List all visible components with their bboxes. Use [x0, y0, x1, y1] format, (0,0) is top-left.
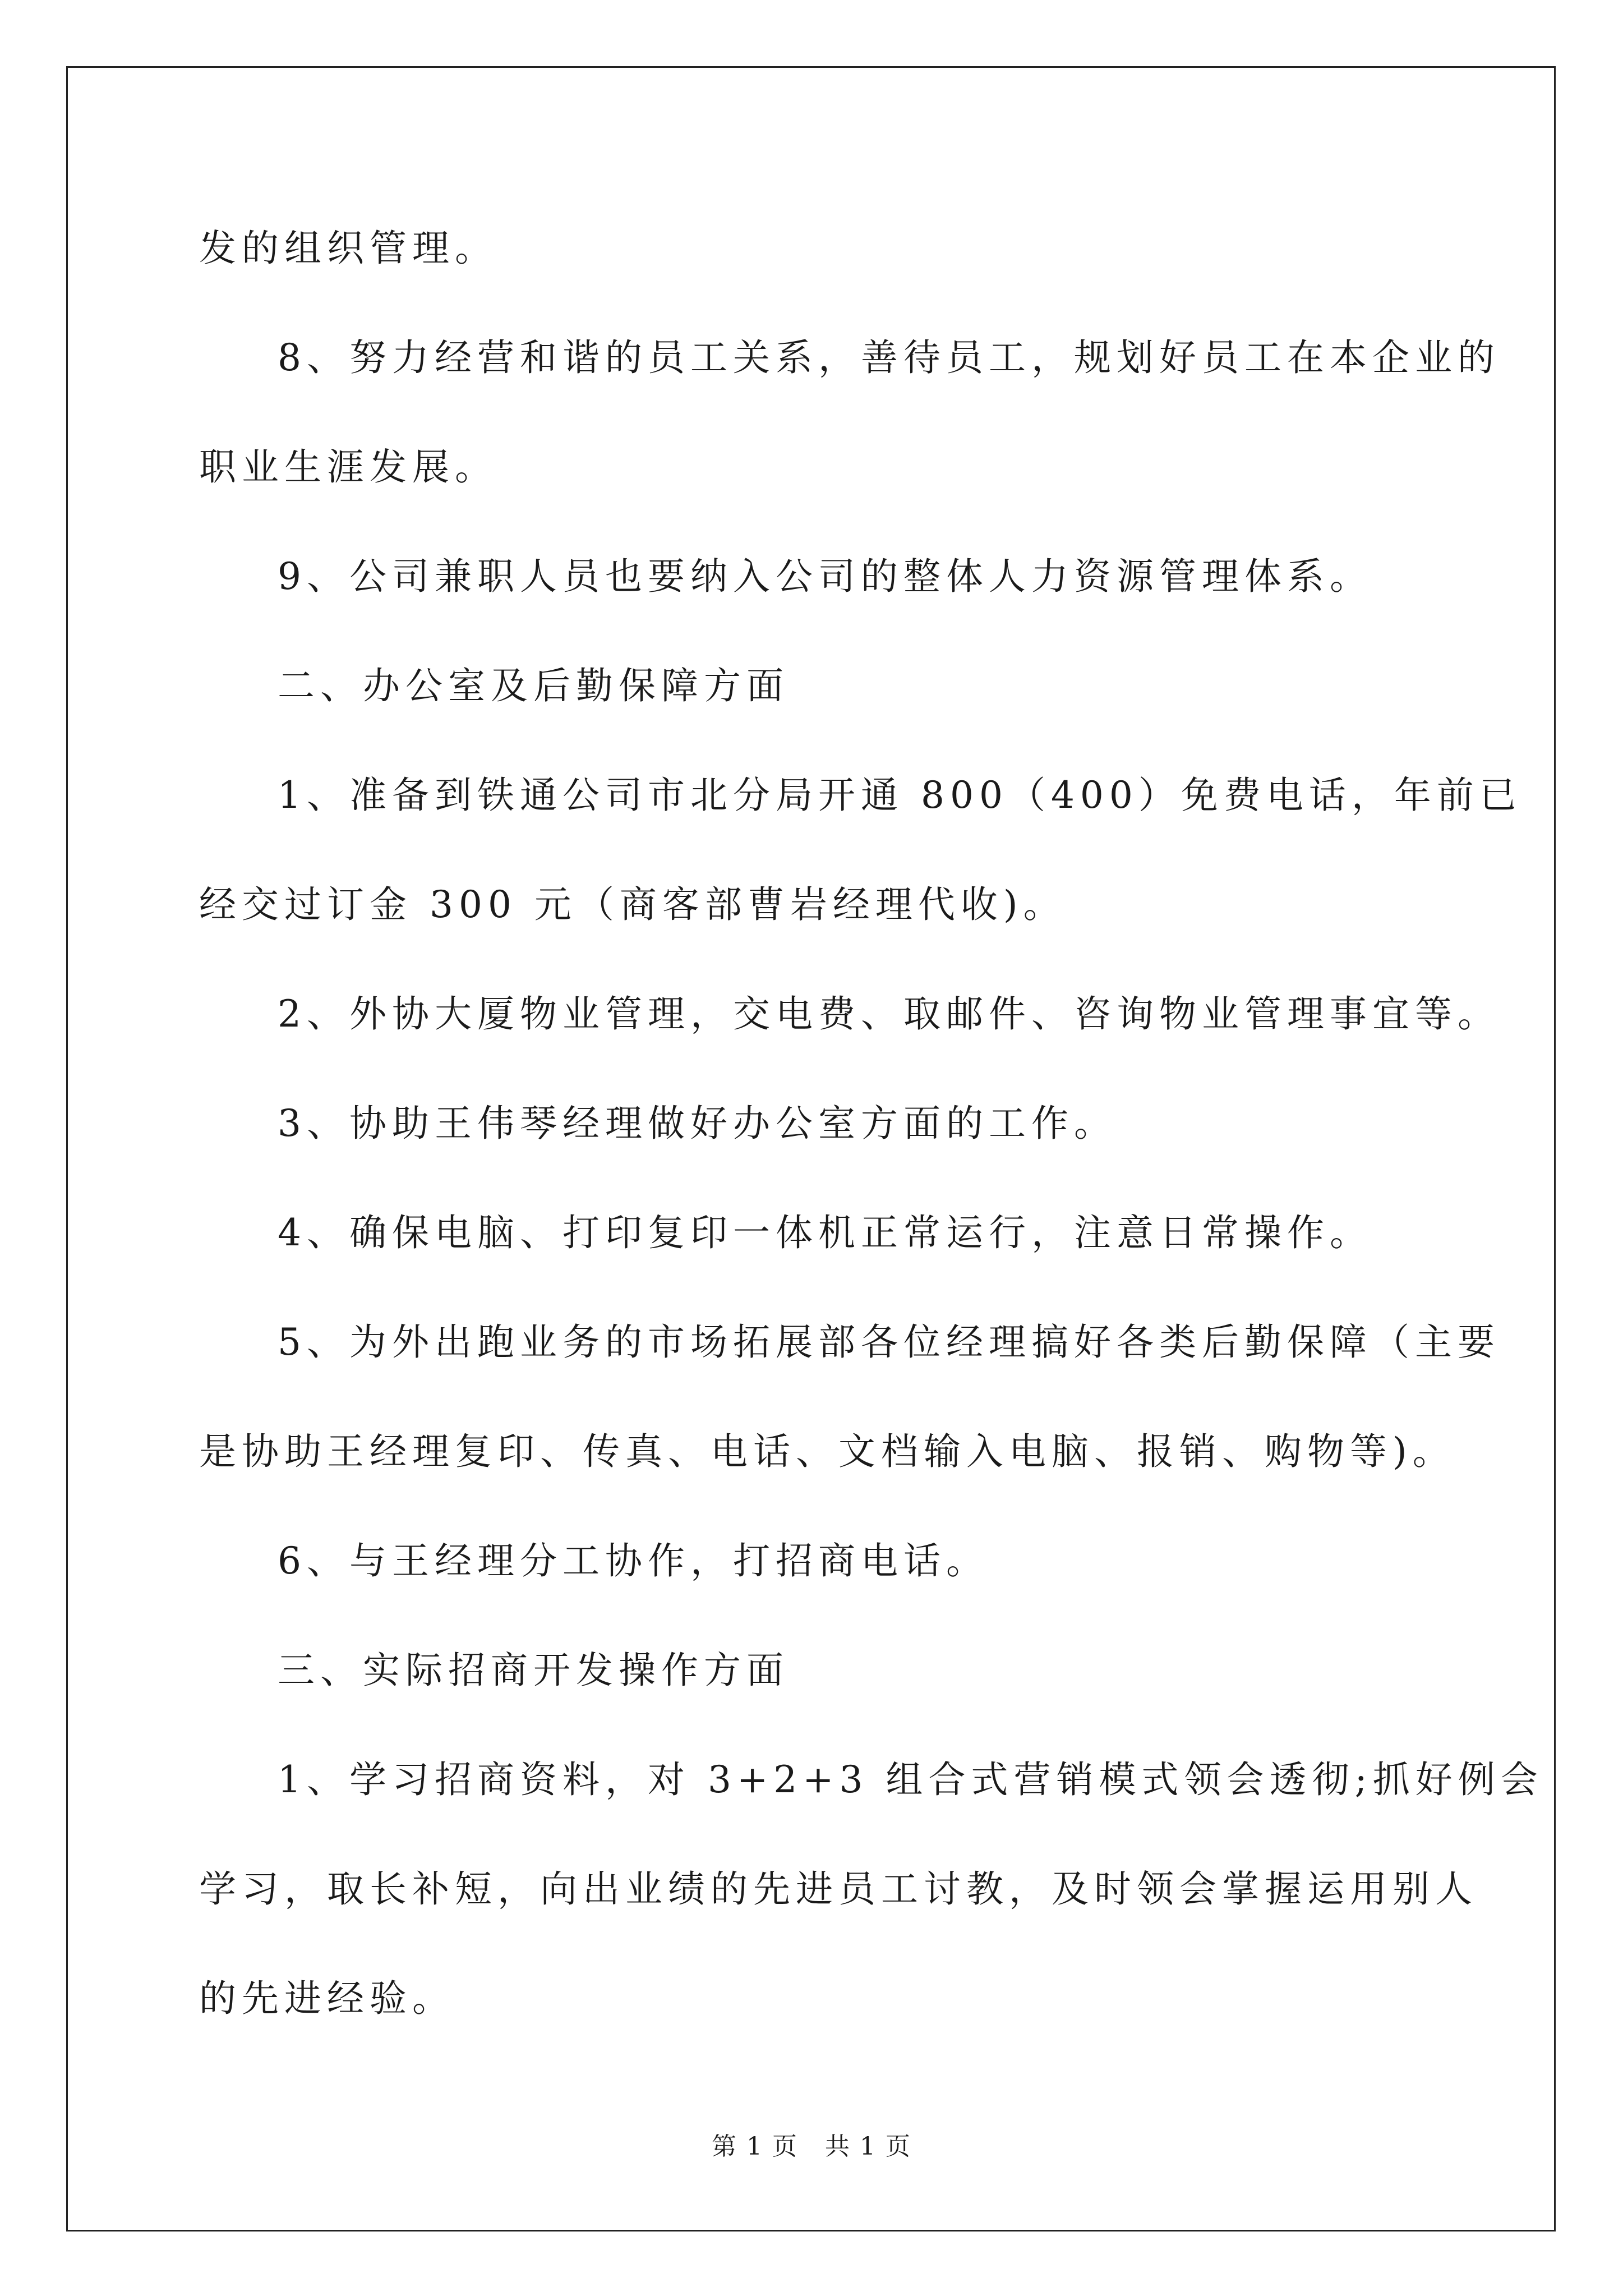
text-line: 职业生涯发展。	[199, 445, 497, 489]
text-line: 8、努力经营和谐的员工关系，善待员工，规划好员工在本企业的	[278, 336, 1500, 379]
text-line: 1、准备到铁通公司市北分局开通 800（400）免费电话，年前已	[278, 774, 1522, 817]
text-line: 6、与王经理分工协作，打招商电话。	[278, 1539, 989, 1582]
text-line: 1、学习招商资料，对 3+2+3 组合式营销模式领会透彻;抓好例会	[278, 1758, 1543, 1801]
section-heading: 三、实际招商开发操作方面	[278, 1649, 789, 1692]
text-line: 9、公司兼职人员也要纳入公司的整体人力资源管理体系。	[278, 555, 1372, 598]
page-number-footer: 第 1 页 共 1 页	[712, 2132, 911, 2161]
text-line: 的先进经验。	[199, 1977, 455, 2020]
text-line: 4、确保电脑、打印复印一体机正常运行，注意日常操作。	[278, 1211, 1372, 1254]
text-line: 2、外协大厦物业管理，交电费、取邮件、咨询物业管理事宜等。	[278, 992, 1500, 1036]
text-line: 学习，取长补短，向出业绩的先进员工讨教，及时领会掌握运用别人	[199, 1867, 1478, 1911]
text-line: 发的组织管理。	[199, 227, 497, 270]
text-line: 是协助王经理复印、传真、电话、文档输入电脑、报销、购物等)。	[199, 1430, 1455, 1473]
text-line: 3、协助王伟琴经理做好办公室方面的工作。	[278, 1102, 1117, 1145]
section-heading: 二、办公室及后勤保障方面	[278, 664, 789, 707]
text-line: 5、为外出跑业务的市场拓展部各位经理搞好各类后勤保障（主要	[278, 1320, 1500, 1364]
text-line: 经交过订金 300 元（商客部曹岩经理代收)。	[199, 883, 1066, 926]
